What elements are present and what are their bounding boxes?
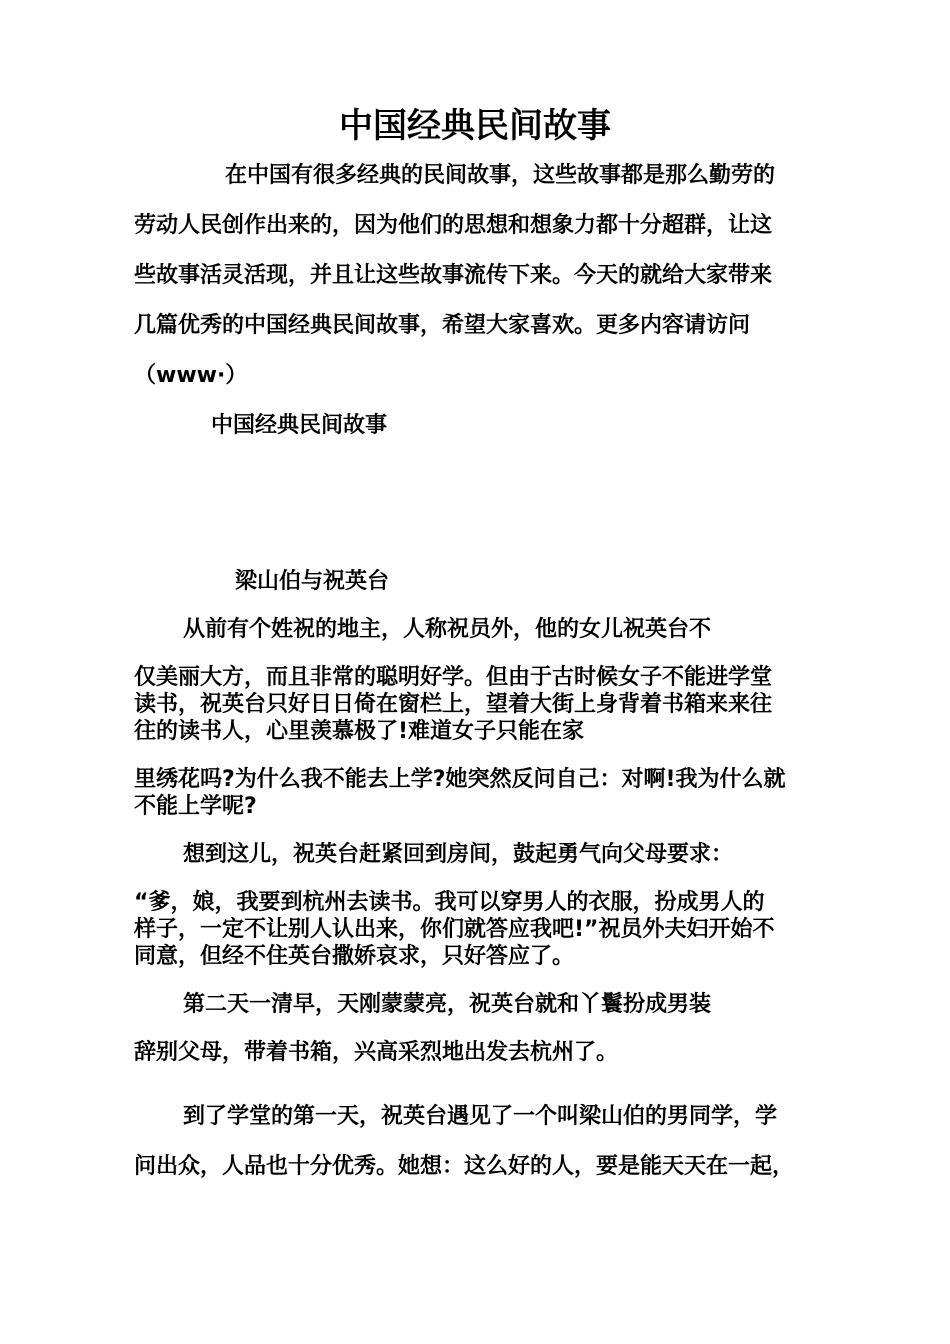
intro-line: 几篇优秀的中国经典民间故事，希望大家喜欢。更多内容请访问 — [134, 313, 751, 338]
story-line: “爹，娘，我要到杭州去读书。我可以穿男人的衣服，扮成男人的 — [134, 890, 765, 915]
story-line: 读书，祝英台只好日日倚在窗栏上，望着大街上身背着书箱来来往 — [134, 692, 773, 717]
story-line: 同意，但经不住英台撒娇哀求，只好答应了。 — [134, 944, 575, 969]
story-line: 里绣花吗?为什么我不能去上学?她突然反问自己：对啊!我为什么就 — [134, 767, 786, 792]
intro-line: 劳动人民创作出来的，因为他们的思想和想象力都十分超群，让这 — [134, 213, 773, 238]
story-line: 仅美丽大方，而且非常的聪明好学。但由于古时候女子不能进学堂 — [134, 665, 773, 690]
story-line: 问出众，人品也十分优秀。她想：这么好的人，要是能天天在一起， — [134, 1154, 795, 1179]
intro-line: （www·） — [134, 363, 248, 388]
section-title: 中国经典民间故事 — [211, 413, 388, 438]
story-line: 样子，一定不让别人认出来，你们就答应我吧!”祝员外夫妇开始不 — [134, 917, 775, 942]
story-title: 梁山伯与祝英台 — [235, 569, 390, 594]
story-line: 不能上学呢? — [134, 794, 257, 819]
document-title: 中国经典民间故事 — [339, 106, 611, 146]
story-line: 第二天一清早，天刚蒙蒙亮，祝英台就和丫鬟扮成男装 — [183, 992, 712, 1017]
story-line: 从前有个姓祝的地主，人称祝员外，他的女儿祝英台不 — [183, 617, 712, 642]
story-line: 辞别父母，带着书箱，兴高采烈地出发去杭州了。 — [134, 1040, 619, 1065]
intro-line: 些故事活灵活现，并且让这些故事流传下来。今天的就给大家带来 — [134, 263, 773, 288]
story-line: 想到这儿，祝英台赶紧回到房间，鼓起勇气向父母要求： — [183, 842, 734, 867]
intro-line: 在中国有很多经典的民间故事，这些故事都是那么勤劳的 — [225, 163, 776, 188]
story-line: 往的读书人，心里羡慕极了!难道女子只能在家 — [134, 719, 585, 744]
story-line: 到了学堂的第一天，祝英台遇见了一个叫梁山伯的男同学，学 — [183, 1104, 778, 1129]
